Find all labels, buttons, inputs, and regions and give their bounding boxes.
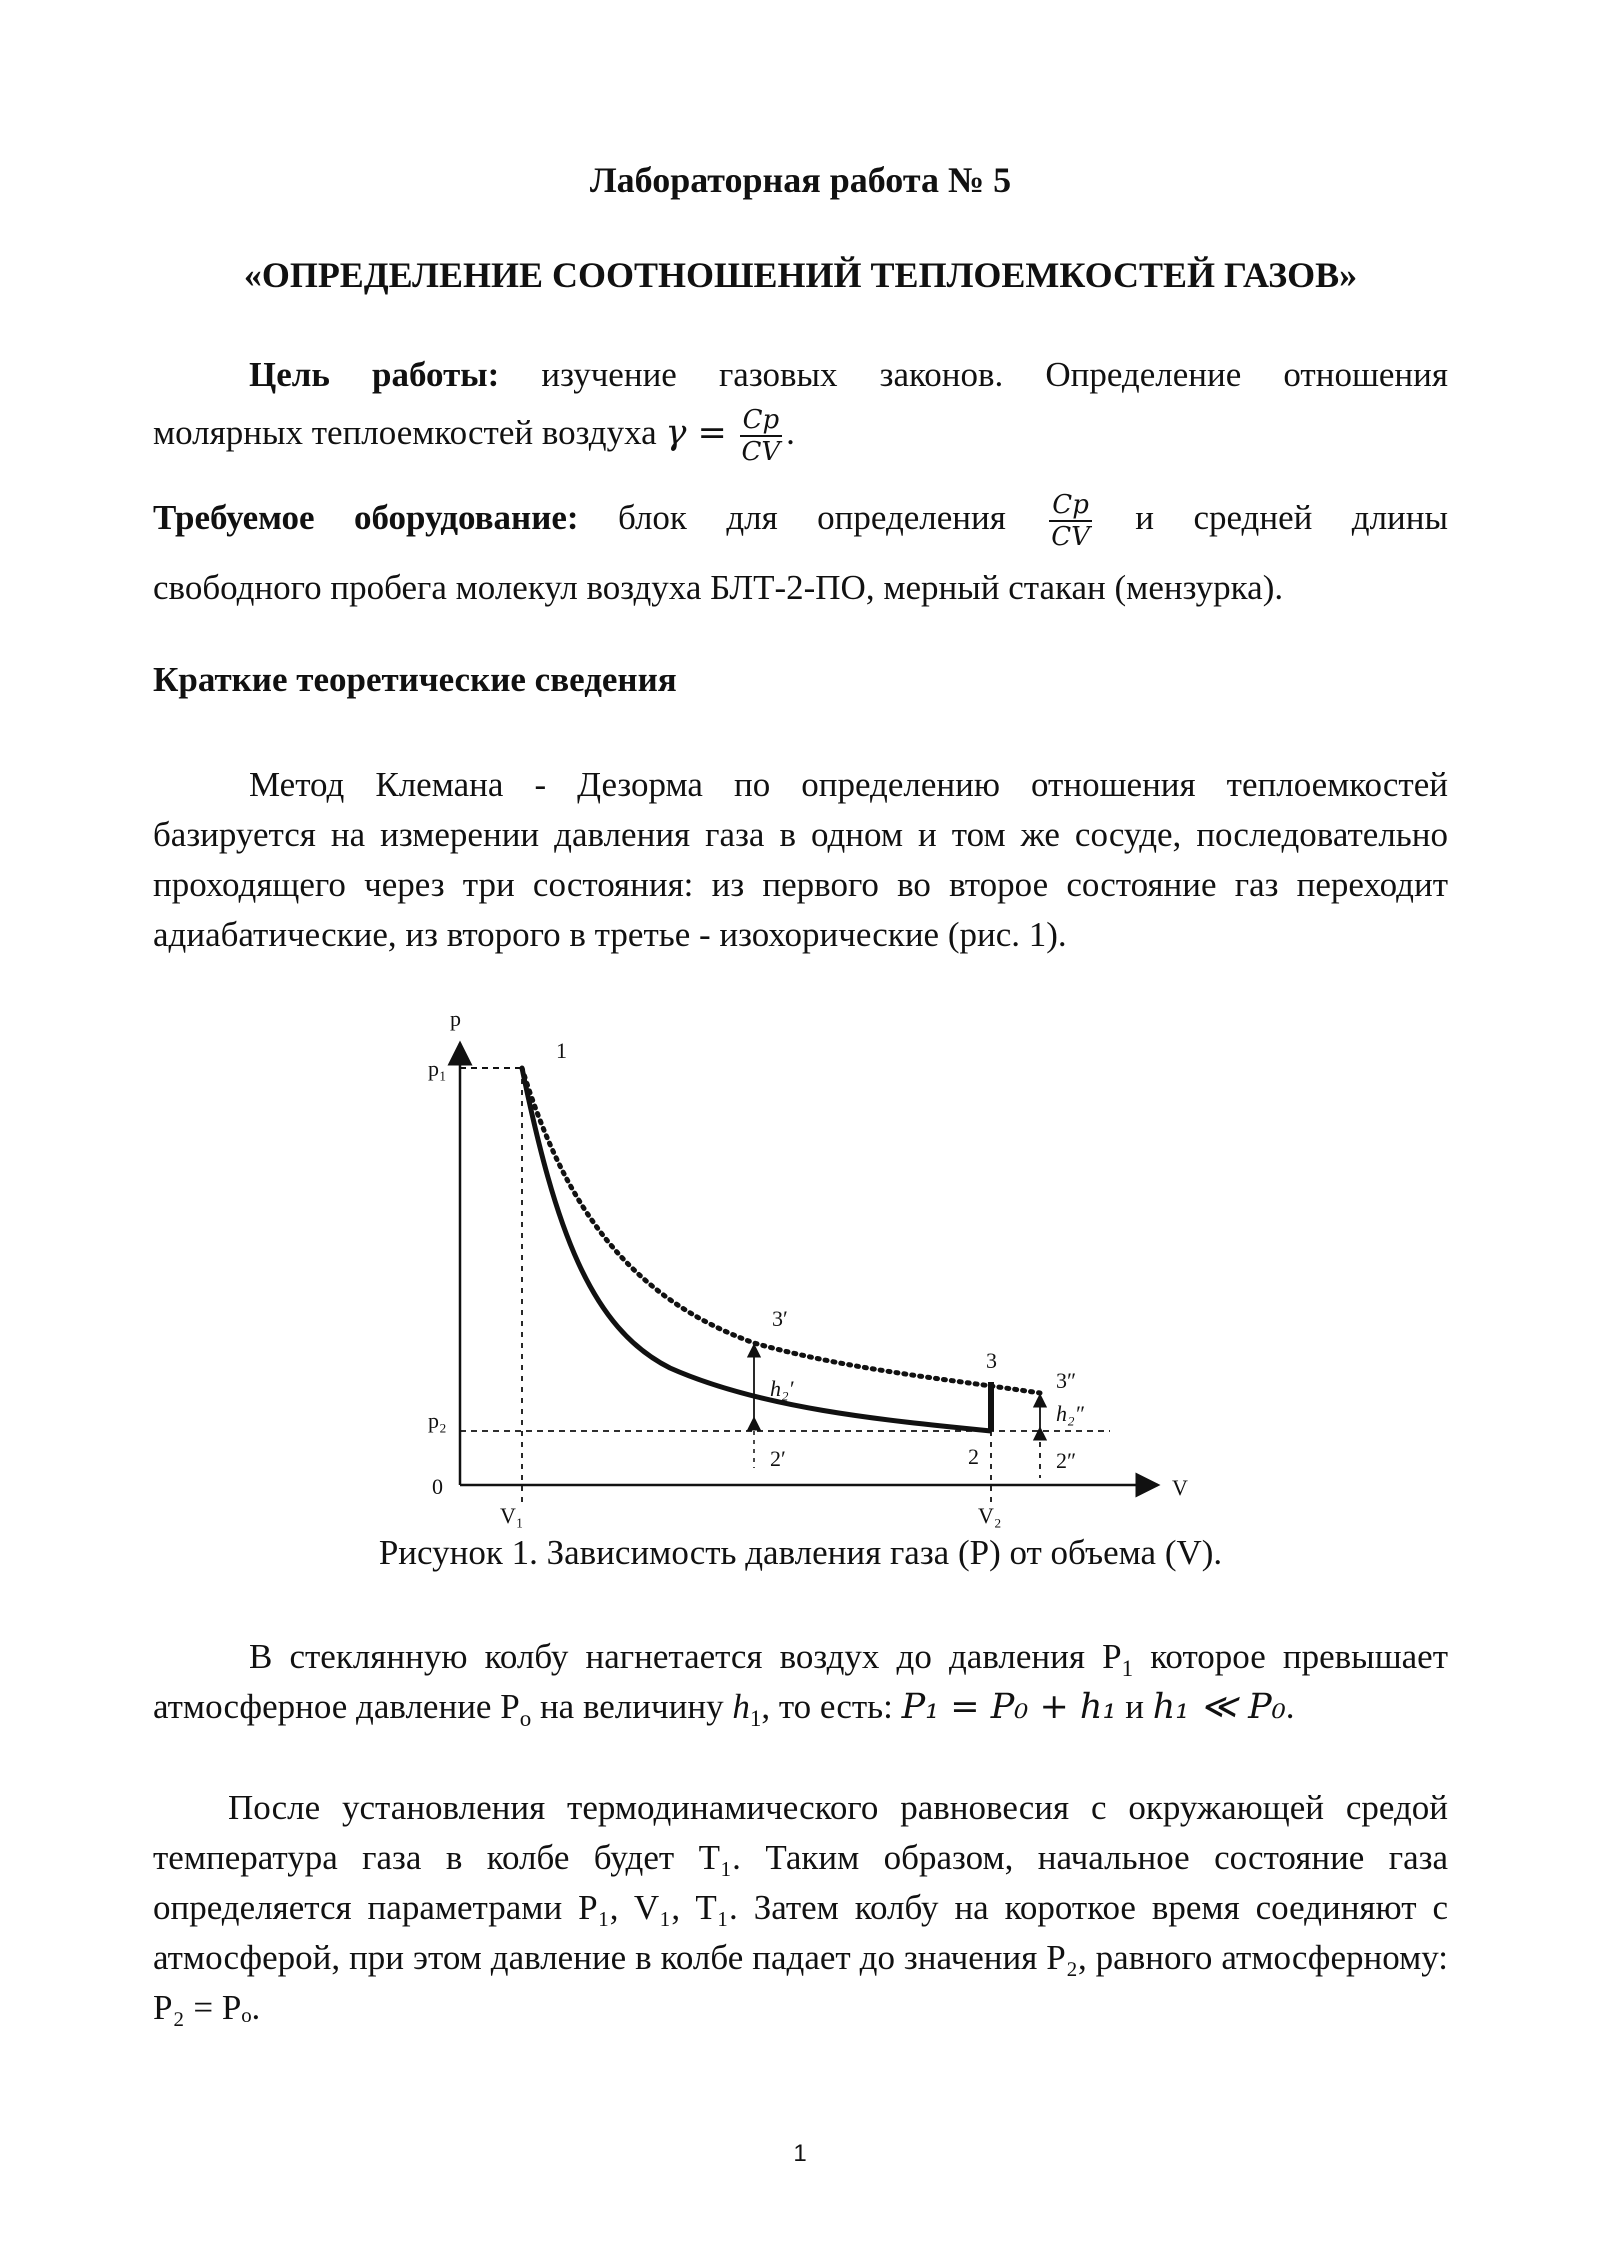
bp1-c: на величину <box>531 1687 733 1726</box>
v1-label: V₁ <box>500 1503 524 1528</box>
h2pp-label: h₂″ <box>1056 1401 1084 1426</box>
goal-frac-num: Cp <box>740 405 783 437</box>
goal-line-1 <box>153 350 1448 400</box>
equipment-text-3: свободного пробега молекул воздуха БЛТ-2-ПО, мерный стакан (мензурка). <box>153 568 1284 607</box>
theory-paragraph: Метод Клемана - Дезорма по определению отношения теплоемкостей базируется на измерении давления газа в одном и том же сосуде, последовательно проходящего через три состояния: из первого во второе состояние газ переходит адиабатические, из второго в третье - изохорические (рис. 1). <box>153 765 1448 954</box>
bp1-b: которое превышает атмосферное давление P <box>153 1637 1449 1726</box>
goal-label: Цель работы: <box>249 355 500 394</box>
point-3p-label: 3′ <box>772 1306 788 1331</box>
figure-caption: Рисунок 1. Зависимость давления газа (P) от объема (V). <box>378 1533 1223 1572</box>
goal-frac-den: CV <box>741 437 781 467</box>
goal-text-1: изучение газовых законов. Определение отношения <box>541 355 1448 394</box>
body-paragraph-1 <box>153 1632 1448 1732</box>
v-axis-label: V <box>1172 1475 1188 1500</box>
goal-fraction <box>740 405 783 467</box>
goal-text-2: молярных теплоемкостей воздуха <box>153 413 657 453</box>
bp1-e: и <box>1116 1687 1144 1726</box>
bp1-d: , то есть: <box>761 1687 902 1726</box>
p2-label: p₂ <box>428 1408 447 1433</box>
pv-diagram-svg <box>380 998 1225 1528</box>
point-3-label: 3 <box>986 1348 997 1373</box>
body-paragraph-2: После установления термодинамического равновесия с окружающей средой температура газа в колбе будет T₁. Таким образом, начальное состояние газа определяется параметрами P₁, V₁, T₁. Затем колбу на короткое время соединяют с атмосферой, при этом давление в колбе падает до значения P₂, равного атмосферному: P₂ = Pₒ. <box>153 1788 1448 2027</box>
equipment-frac-num: Cp <box>1049 490 1092 522</box>
bp1-b-sub: o <box>519 1706 532 1731</box>
point-2pp-label: 2″ <box>1056 1448 1077 1473</box>
isotherm-curve <box>522 1068 1040 1393</box>
point-1-label: 1 <box>556 1038 567 1063</box>
bp1-h1: h <box>732 1687 750 1726</box>
origin-label: 0 <box>432 1474 443 1499</box>
bp1-formula-2: h₁ ≪ P₀ <box>1152 1687 1286 1727</box>
p-axis-label: p <box>450 1006 461 1031</box>
bp1-a: В стеклянную колбу нагнетается воздух до давления P <box>249 1637 1122 1676</box>
point-2-label: 2 <box>968 1444 979 1469</box>
h2p-label: h₂′ <box>770 1376 794 1401</box>
equipment-label: Требуемое оборудование: <box>153 498 579 538</box>
point-3pp-label: 3″ <box>1056 1368 1077 1393</box>
v2-label: V₂ <box>978 1503 1002 1528</box>
theory-heading: Краткие теоретические сведения <box>153 660 677 699</box>
bp1-a-sub: 1 <box>1121 1656 1134 1681</box>
bp1-formula: P₁ = P₀ + h₁ <box>901 1687 1117 1727</box>
goal-line-2 <box>153 405 1448 467</box>
page-number: 1 <box>793 2140 807 2167</box>
work-title: «ОПРЕДЕЛЕНИЕ СООТНОШЕНИЙ ТЕПЛОЕМКОСТЕЙ ГАЗОВ» <box>243 255 1358 295</box>
point-2p-label: 2′ <box>770 1446 786 1471</box>
equipment-text-2: и средней длины <box>1135 498 1449 538</box>
equipment-line-1 <box>153 490 1448 552</box>
bp1-h1-sub: 1 <box>749 1706 762 1731</box>
pv-diagram <box>380 998 1225 1528</box>
equipment-frac-den: CV <box>1051 522 1090 552</box>
gamma-formula: γ = <box>665 413 727 454</box>
bp1-end: . <box>1285 1687 1295 1726</box>
p1-label: p₁ <box>428 1056 447 1081</box>
lab-title: Лабораторная работа № 5 <box>589 160 1012 200</box>
goal-period: . <box>786 413 795 453</box>
equipment-text-1: блок для определения <box>618 498 1006 538</box>
equipment-fraction <box>1049 490 1092 552</box>
